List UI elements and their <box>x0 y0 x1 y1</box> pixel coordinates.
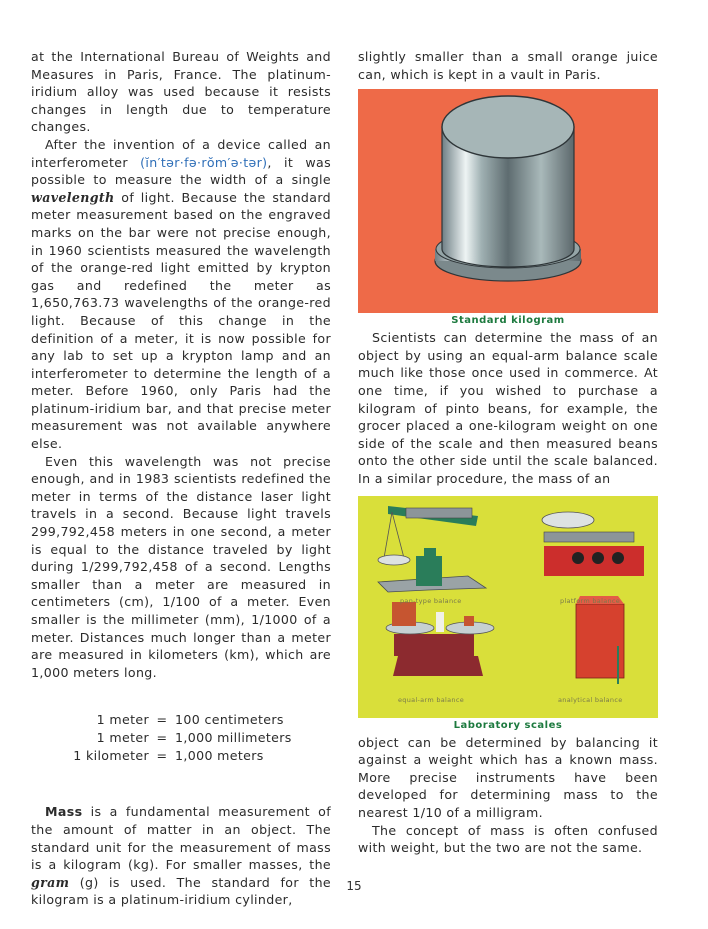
laboratory-scales-illustration <box>358 496 658 718</box>
platform-balance-icon <box>542 512 644 576</box>
page-number: 15 <box>346 879 362 893</box>
sub-caption-pan-type: pan-type balance <box>400 596 462 605</box>
figure-caption-scales: Laboratory scales <box>453 719 563 731</box>
equal-arm-balance-icon <box>386 602 494 676</box>
paragraph-mass <box>31 803 331 909</box>
text-span: After the invention of a device called an interferometer <box>31 136 331 170</box>
paragraph-known-mass: object can be determined by balancing it against a weight which has a known mass. More precise instruments have been developed for determining mass to the nearest 1/10 of a milligram. <box>358 734 658 820</box>
paragraph-balance-scale: Scientists can determine the mass of an object by using an equal-arm balance scale much like those once used in commerce. At one time, if you wished to purchase a kilogram of pinto beans, for example, the grocer placed a one-kilogram weight on one side of the scale and then measured beans onto the other side until the scale balanced. In a similar procedure, the mass of an <box>358 330 658 486</box>
paragraph-mass-vs-weight: The concept of mass is often confused with weight, but the two are not the same. <box>358 822 658 856</box>
equation-right: 1,000 meters <box>175 748 264 764</box>
sub-caption-platform: platform balance <box>560 596 621 605</box>
equation-row <box>31 729 331 747</box>
figure-caption-kilogram: Standard kilogram <box>451 315 565 327</box>
left-column <box>31 48 331 909</box>
equals-sign: = <box>156 712 168 728</box>
pronunciation: (ĭn′tər·fə·rŏm′ə·tər) <box>140 154 268 170</box>
equals-sign: = <box>156 748 168 764</box>
right-column <box>358 48 658 857</box>
pan-type-balance-icon <box>378 506 486 592</box>
equation-left: 1 kilometer <box>73 748 149 764</box>
term-gram: gram <box>31 874 70 890</box>
equation-row <box>31 747 331 765</box>
paragraph-interferometer <box>31 136 331 453</box>
equation-right: 1,000 millimeters <box>175 730 292 746</box>
sub-caption-equal-arm: equal-arm balance <box>398 695 465 704</box>
equation-right: 100 centimeters <box>175 712 284 728</box>
term-mass: Mass <box>45 804 83 820</box>
paragraph-bureau: at the International Bureau of Weights and Measures in Paris, France. The platinum-iridium alloy was used because it resists changes in length due to temperature changes. <box>31 49 331 135</box>
sub-caption-analytical: analytical balance <box>558 695 623 704</box>
text-span: , it was possible to measure the width of a single <box>31 154 332 188</box>
equation-row <box>31 711 331 729</box>
term-wavelength: wavelength <box>31 189 115 205</box>
equals-sign: = <box>156 730 168 746</box>
standard-kilogram-illustration <box>358 89 658 313</box>
paragraph-1983-definition: Even this wavelength was not precise enough, and in 1983 scientists redefined the meter in terms of the distance laser light travels in a second. Because light travels 299,792,458 meters in one second, a meter is equal to the distance traveled by light during 1/299,792,458 of a second. Lengths smaller than a meter are measured in centimeters (cm), 1/100 of a meter. Even smaller is the millimeter (mm), 1/1000 of a meter. Distances much longer than a meter are measured in kilometers (km), which are 1,000 meters long. <box>31 453 331 680</box>
kilogram-cylinder-icon <box>358 89 658 313</box>
equation-left: 1 meter <box>96 712 149 728</box>
paragraph-vault: slightly smaller than a small orange juice can, which is kept in a vault in Paris. <box>358 49 658 82</box>
text-span: (g) is used. The standard for the kilogram is a platinum-iridium cylinder, <box>31 874 331 908</box>
equation-left: 1 meter <box>96 730 149 746</box>
unit-equivalences <box>31 711 331 765</box>
text-span: of light. Because the standard meter measurement based on the engraved marks on the bar were not precise enough, in 1960 scientists measured the wavelength of the orange-red light emitted by krypton gas and redefined the meter as 1,650,763.73 wavelengths of the orange-red light. Because of this change in the definition of a meter, it is now possible for any lab to set up a krypton lamp and an interferometer to determine the length of a meter. Before 1960, only Paris had the platinum-iridium bar, and that precise meter measurement was not available anywhere else. <box>31 189 331 452</box>
text-span: is a fundamental measurement of the amount of matter in an object. The standard unit for the measurement of mass is a kilogram (kg). For smaller masses, the <box>31 804 331 873</box>
